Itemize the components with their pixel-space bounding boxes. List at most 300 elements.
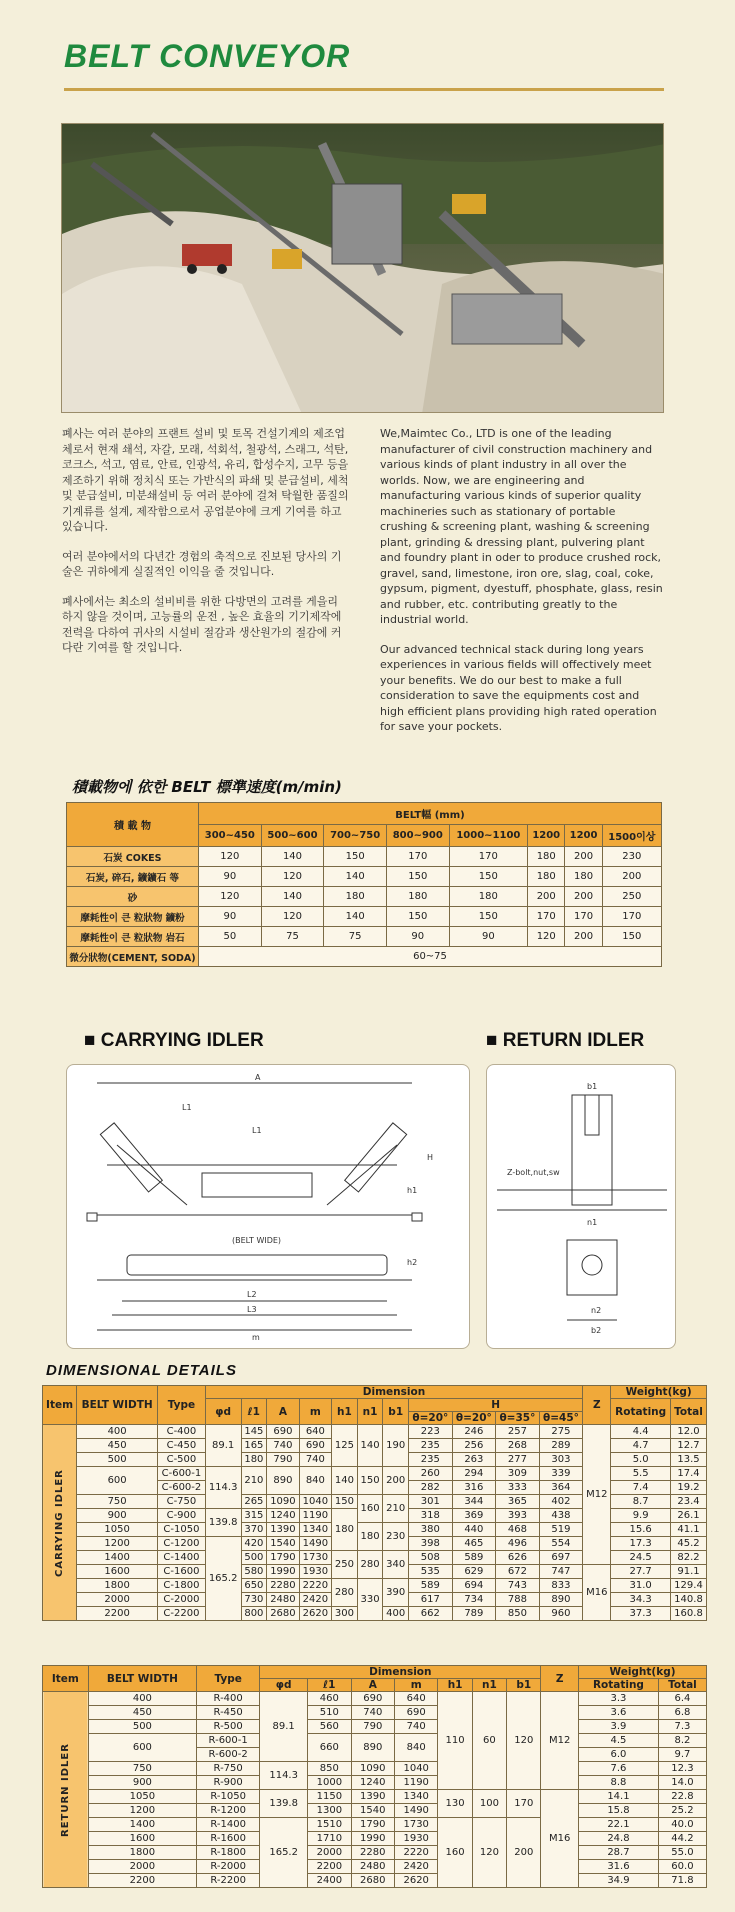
total-cell: 82.2 [670,1551,706,1565]
l-cell: 500 [241,1551,267,1565]
m-cell: 1190 [394,1776,437,1790]
l-cell: 265 [241,1495,267,1509]
col-H: H [409,1399,583,1412]
n1-cell: 100 [472,1790,506,1818]
m-cell: 740 [394,1720,437,1734]
m-cell: 1930 [394,1832,437,1846]
corner-cell: 積 載 物 [67,803,199,847]
type-cell: R-1050 [197,1790,260,1804]
speed-cell: 180 [386,887,449,907]
dim-a: A [255,1073,261,1082]
speed-cell: 120 [199,847,262,867]
carrying-idler-drawing [66,1064,470,1349]
type-cell: C-2000 [158,1593,206,1607]
col-h1: h1 [332,1399,358,1425]
d-cell: 165.2 [205,1537,241,1621]
speed-cell: 120 [199,887,262,907]
belt-width-col: 500~600 [261,825,324,847]
b1-cell: 230 [383,1523,409,1551]
h1-cell: 150 [332,1495,358,1509]
col-theta: θ=35° [496,1412,540,1425]
intro-korean [62,426,352,670]
A-cell: 2680 [267,1607,299,1621]
speed-cell: 200 [565,927,602,947]
dim-m: m [252,1333,260,1342]
item-header: Item [43,1386,77,1425]
speed-cell: 230 [602,847,661,867]
belt-width-col: 1000~1100 [449,825,527,847]
h-cell: 380 [409,1523,453,1537]
speed-row-label: 砂 [67,887,199,907]
rotating-cell: 7.6 [579,1762,659,1776]
belt-width-cell: 500 [77,1453,158,1467]
speed-cell: 140 [261,847,324,867]
dim-l2: L2 [247,1290,257,1299]
col-b1: b1 [507,1679,541,1692]
m-cell: 2620 [299,1607,331,1621]
speed-cell: 180 [565,867,602,887]
A-cell: 740 [351,1706,394,1720]
belt-width-cell: 1600 [77,1565,158,1579]
speed-cell: 50 [199,927,262,947]
belt-width-cell: 600 [88,1734,197,1762]
rotating-cell: 31.6 [579,1860,659,1874]
h-cell: 235 [409,1439,453,1453]
type-cell: C-600-1 [158,1467,206,1481]
dim-h: H [427,1153,434,1162]
speed-cell: 150 [386,907,449,927]
speed-cell: 90 [199,907,262,927]
type-cell: R-400 [197,1692,260,1706]
h-cell: 617 [409,1593,453,1607]
speed-cell: 170 [449,847,527,867]
h-cell: 788 [496,1593,540,1607]
speed-cell: 170 [528,907,565,927]
m-cell: 840 [299,1467,331,1495]
table-row [43,1425,707,1439]
type-cell: R-1600 [197,1832,260,1846]
type-cell: C-1400 [158,1551,206,1565]
l-cell: 660 [308,1734,351,1762]
belt-width-cell: 1050 [77,1523,158,1537]
speed-cell: 150 [449,867,527,887]
n1-cell: 330 [357,1579,383,1621]
speed-cell: 120 [528,927,565,947]
m-cell: 640 [299,1425,331,1439]
n1-cell: 60 [472,1692,506,1790]
type-cell: C-1600 [158,1565,206,1579]
belt-width-col: 1200 [565,825,602,847]
d-cell: 114.3 [260,1762,308,1790]
z-cell: M12 [583,1425,611,1565]
rotating-cell: 9.9 [611,1509,671,1523]
speed-cell: 180 [449,887,527,907]
type-cell: R-500 [197,1720,260,1734]
type-header: Type [197,1666,260,1692]
h-cell: 309 [496,1467,540,1481]
speed-table-title: 積載物에 依한 BELT 標準速度(m/min) [72,778,342,796]
rotating-cell: 17.3 [611,1537,671,1551]
l-cell: 2400 [308,1874,351,1888]
A-cell: 690 [267,1425,299,1439]
h-cell: 257 [496,1425,540,1439]
n1-cell: 160 [357,1495,383,1523]
total-cell: 71.8 [658,1874,706,1888]
speed-cell: 170 [565,907,602,927]
kr-paragraph: 여러 분야에서의 다년간 경험의 축적으로 진보된 당사의 기술은 귀하에게 실질적인 이익을 줄 것입니다. [62,549,342,578]
type-cell: C-400 [158,1425,206,1439]
z-header: Z [541,1666,579,1692]
col-h1: h1 [438,1679,472,1692]
speed-cell: 90 [386,927,449,947]
table-row [43,1874,707,1888]
h-cell: 256 [452,1439,496,1453]
A-cell: 2480 [351,1860,394,1874]
h-cell: 508 [409,1551,453,1565]
quarry-photo [61,123,664,413]
l-cell: 1150 [308,1790,351,1804]
h-cell: 223 [409,1425,453,1439]
A-cell: 1540 [267,1537,299,1551]
h-cell: 440 [452,1523,496,1537]
rotating-cell: 24.8 [579,1832,659,1846]
b1-cell: 390 [383,1579,409,1607]
h-cell: 890 [539,1593,583,1607]
A-cell: 1990 [351,1832,394,1846]
total-cell: 13.5 [670,1453,706,1467]
table-row [43,1804,707,1818]
h1-cell: 250 [332,1551,358,1579]
h-cell: 303 [539,1453,583,1467]
b1-cell: 120 [507,1692,541,1790]
h-cell: 316 [452,1481,496,1495]
belt-speed-table [66,802,662,967]
l-cell: 510 [308,1706,351,1720]
total-cell: 6.8 [658,1706,706,1720]
carrying-idler-heading: ■ CARRYING IDLER [84,1030,264,1051]
rotating-cell: 3.3 [579,1692,659,1706]
col-theta: θ=45° [539,1412,583,1425]
speed-cell: 90 [449,927,527,947]
table-row [43,1720,707,1734]
h1-cell: 110 [438,1692,472,1790]
type-cell: C-750 [158,1495,206,1509]
A-cell: 1790 [267,1551,299,1565]
return-idler-label: RETURN IDLER [43,1692,89,1888]
h-cell: 364 [539,1481,583,1495]
A-cell: 1540 [351,1804,394,1818]
belt-width-cell: 1800 [77,1579,158,1593]
type-cell: R-450 [197,1706,260,1720]
n1-cell: 180 [357,1523,383,1551]
intro-english [380,426,665,749]
speed-cell: 170 [602,907,661,927]
h-cell: 268 [496,1439,540,1453]
belt-width-cell: 2000 [77,1593,158,1607]
h1-cell: 300 [332,1607,358,1621]
h-cell: 339 [539,1467,583,1481]
total-cell: 12.0 [670,1425,706,1439]
col-theta: θ=20° [409,1412,453,1425]
belt-width-cell: 750 [77,1495,158,1509]
dim-l3: L3 [247,1305,257,1314]
h-cell: 398 [409,1537,453,1551]
h-cell: 519 [539,1523,583,1537]
belt-width-cell: 450 [88,1706,197,1720]
return-idler-drawing [486,1064,676,1349]
h-cell: 734 [452,1593,496,1607]
h-cell: 282 [409,1481,453,1495]
l-cell: 420 [241,1537,267,1551]
table-row [43,1790,707,1804]
rotating-cell: 14.1 [579,1790,659,1804]
type-cell: C-900 [158,1509,206,1523]
belt-width-cell: 1400 [77,1551,158,1565]
belt-width-cell: 1600 [88,1832,197,1846]
A-cell: 1090 [267,1495,299,1509]
belt-width-cell: 750 [88,1762,197,1776]
speed-row-label: 摩耗性이 큰 粒狀物 岩石 [67,927,199,947]
speed-cell: 180 [528,867,565,887]
l-cell: 165 [241,1439,267,1453]
h-cell: 850 [496,1607,540,1621]
h-cell: 333 [496,1481,540,1495]
belt-width-cell: 2000 [88,1860,197,1874]
h-cell: 277 [496,1453,540,1467]
type-cell: C-1200 [158,1537,206,1551]
m-cell: 1340 [299,1523,331,1537]
speed-cell: 200 [602,867,661,887]
total-cell: 55.0 [658,1846,706,1860]
speed-cell: 170 [386,847,449,867]
belt-width-cell: 900 [77,1509,158,1523]
type-header: Type [158,1386,206,1425]
type-cell: C-1050 [158,1523,206,1537]
A-cell: 1390 [267,1523,299,1537]
h-cell: 789 [452,1607,496,1621]
b1-cell: 190 [383,1425,409,1467]
l-cell: 800 [241,1607,267,1621]
rotating-cell: 28.7 [579,1846,659,1860]
return-idler-heading: ■ RETURN IDLER [486,1030,645,1051]
col-d: φd [260,1679,308,1692]
l-cell: 2000 [308,1846,351,1860]
rotating-cell: 31.0 [611,1579,671,1593]
m-cell: 1340 [394,1790,437,1804]
title-rule [64,88,664,91]
en-paragraph: We,Maimtec Co., LTD is one of the leading manufacturer of civil construction machinery and various kinds of plant industry in all over the worlds. Now, we are engineering and manufacturing various kinds of superior quality machineries such as stationary of portable crushing & screening plant, washing & screening plant, grinding & dressing plant, pulvering plant and foundry plant in oder to produce crushed rock, gravel, sand, limestone, iron ore, slag, coal, coke, gypsum, pigment, dyestuff, phosphate, glass, resin and rubber, etc. contributing greatly to the industrial world. [380,427,663,626]
speed-cell: 90 [199,867,262,887]
dimension-header: Dimension [260,1666,541,1679]
type-cell: R-750 [197,1762,260,1776]
A-cell: 740 [267,1439,299,1453]
l-cell: 460 [308,1692,351,1706]
col-total: Total [670,1399,706,1425]
total-cell: 129.4 [670,1579,706,1593]
z-cell: M12 [541,1692,579,1790]
A-cell: 2280 [351,1846,394,1860]
belt-width-cell: 1200 [88,1804,197,1818]
rotating-cell: 4.4 [611,1425,671,1439]
rotating-cell: 15.8 [579,1804,659,1818]
speed-row [67,847,662,867]
belt-width-col: 300~450 [199,825,262,847]
l-cell: 1510 [308,1818,351,1832]
total-cell: 40.0 [658,1818,706,1832]
dim-n2: n2 [591,1306,602,1315]
l-cell: 2200 [308,1860,351,1874]
belt-width-header: BELT WIDTH [77,1386,158,1425]
A-cell: 890 [351,1734,394,1762]
h1-cell: 180 [332,1509,358,1551]
rotating-cell: 34.9 [579,1874,659,1888]
speed-cell: 60~75 [199,947,662,967]
h-cell: 318 [409,1509,453,1523]
n1-cell: 120 [472,1818,506,1888]
dimensional-details-title: DIMENSIONAL DETAILS [46,1362,237,1379]
page-title: BELT CONVEYOR [64,38,351,74]
table-row [43,1776,707,1790]
rotating-cell: 34.3 [611,1593,671,1607]
speed-row [67,867,662,887]
rotating-cell: 7.4 [611,1481,671,1495]
speed-cell: 75 [261,927,324,947]
total-cell: 26.1 [670,1509,706,1523]
dim-h2: h2 [407,1258,418,1267]
b1-cell: 200 [507,1818,541,1888]
total-cell: 9.7 [658,1748,706,1762]
total-cell: 91.1 [670,1565,706,1579]
m-cell: 2420 [299,1593,331,1607]
A-cell: 2680 [351,1874,394,1888]
dim-n1: n1 [587,1218,598,1227]
total-cell: 22.8 [658,1790,706,1804]
belt-width-cell: 1800 [88,1846,197,1860]
h-cell: 263 [452,1453,496,1467]
rotating-cell: 3.9 [579,1720,659,1734]
z-cell: M16 [583,1565,611,1621]
z-header: Z [583,1386,611,1425]
type-cell: C-450 [158,1439,206,1453]
total-cell: 23.4 [670,1495,706,1509]
col-l: ℓ1 [308,1679,351,1692]
h-cell: 496 [496,1537,540,1551]
A-cell: 2480 [267,1593,299,1607]
rotating-cell: 4.5 [579,1734,659,1748]
belt-width-col: 700~750 [324,825,387,847]
belt-width-col: 1200 [528,825,565,847]
speed-cell: 140 [324,907,387,927]
dimension-header: Dimension [205,1386,583,1399]
h-cell: 747 [539,1565,583,1579]
speed-row-label: 石炭 COKES [67,847,199,867]
col-A: A [351,1679,394,1692]
col-m: m [394,1679,437,1692]
total-cell: 41.1 [670,1523,706,1537]
dim-l1: L1 [182,1103,192,1112]
h-cell: 589 [409,1579,453,1593]
col-n1: n1 [472,1679,506,1692]
speed-row [67,907,662,927]
type-cell: R-600-1 [197,1734,260,1748]
type-cell: C-2200 [158,1607,206,1621]
d-cell: 89.1 [205,1425,241,1467]
bolt-label: Z-bolt,nut,sw [507,1168,560,1177]
col-rotating: Rotating [611,1399,671,1425]
h1-cell: 160 [438,1818,472,1888]
A-cell: 1090 [351,1762,394,1776]
kr-paragraph: 폐사는 여러 분야의 프랜트 설비 및 토목 건설기계의 제조업체로서 현재 쇄석, 자갈, 모래, 석회석, 철광석, 스래그, 석탄, 코크스, 석고, 염료, 안료, 인광석, 유리, 합성수지, 고무 등을 제조하기 위해 정치식 또는 가반식의 파쇄 및 분급설비, 세척 및 분급설비, 미분쇄설비 등 여러 분야에 걸쳐 탁월한 품질의 기계류를 설계, 제작함으로서 공업분야에 크게 기여를 하고 있습니다. [62,427,349,533]
table-row [43,1818,707,1832]
speed-cell: 140 [261,887,324,907]
total-cell: 7.3 [658,1720,706,1734]
h-cell: 289 [539,1439,583,1453]
speed-cell: 140 [324,867,387,887]
h-cell: 365 [496,1495,540,1509]
b1-cell: 210 [383,1495,409,1523]
m-cell: 1040 [394,1762,437,1776]
dim-h1: h1 [407,1186,418,1195]
rotating-cell: 6.0 [579,1748,659,1762]
A-cell: 1390 [351,1790,394,1804]
l-cell: 650 [241,1579,267,1593]
weight-header: Weight(kg) [611,1386,707,1399]
A-cell: 690 [351,1692,394,1706]
type-cell: R-2000 [197,1860,260,1874]
h-cell: 235 [409,1453,453,1467]
m-cell: 740 [299,1453,331,1467]
speed-row-label: 石炭, 碎石, 鑛鑛石 等 [67,867,199,887]
m-cell: 1730 [394,1818,437,1832]
speed-cell: 120 [261,907,324,927]
h-cell: 465 [452,1537,496,1551]
total-cell: 14.0 [658,1776,706,1790]
m-cell: 640 [394,1692,437,1706]
h-cell: 589 [452,1551,496,1565]
l-cell: 1300 [308,1804,351,1818]
belt-wide-label: (BELT WIDE) [232,1236,282,1245]
header-row [43,1666,707,1679]
l-cell: 180 [241,1453,267,1467]
h-cell: 629 [452,1565,496,1579]
A-cell: 790 [351,1720,394,1734]
m-cell: 2420 [394,1860,437,1874]
table-row [43,1734,707,1748]
h-cell: 369 [452,1509,496,1523]
speed-row-label: 微分狀物(CEMENT, SODA) [67,947,199,967]
h-cell: 960 [539,1607,583,1621]
belt-width-header: BELT幅 (mm) [199,803,662,825]
n1-cell: 140 [357,1425,383,1467]
h-cell: 260 [409,1467,453,1481]
belt-width-cell: 900 [88,1776,197,1790]
l-cell: 315 [241,1509,267,1523]
col-theta: θ=20° [452,1412,496,1425]
table-row [43,1832,707,1846]
d-cell: 165.2 [260,1818,308,1888]
type-cell: C-600-2 [158,1481,206,1495]
m-cell: 1190 [299,1509,331,1523]
dim-b1: b1 [587,1082,598,1091]
weight-header: Weight(kg) [579,1666,707,1679]
h1-cell: 130 [438,1790,472,1818]
l-cell: 580 [241,1565,267,1579]
belt-width-cell: 1200 [77,1537,158,1551]
speed-cell: 180 [528,847,565,867]
total-cell: 17.4 [670,1467,706,1481]
A-cell: 1240 [351,1776,394,1790]
speed-cell: 150 [324,847,387,867]
